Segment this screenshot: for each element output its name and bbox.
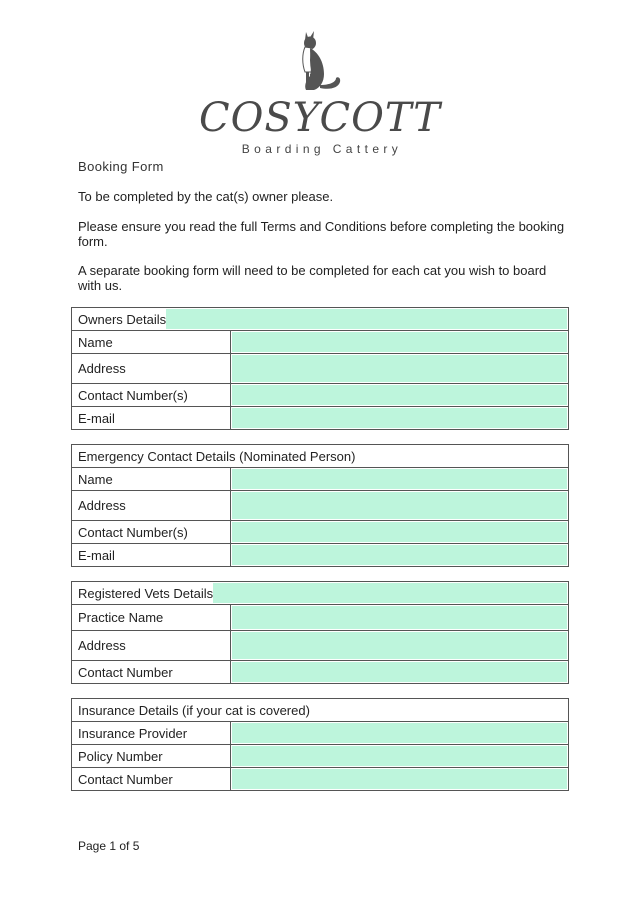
emergency-contact-section <box>71 444 569 567</box>
field-label: E-mail <box>72 407 231 429</box>
brand-tagline: Boarding Cattery <box>241 142 403 156</box>
form-row <box>72 330 568 353</box>
intro-paragraph-2: Please ensure you read the full Terms and Conditions before completing the booking form. <box>78 219 565 249</box>
field-label: Practice Name <box>72 605 231 630</box>
vet-practice-name-field[interactable] <box>232 606 567 629</box>
field-label: Name <box>72 331 231 353</box>
form-row <box>72 353 568 383</box>
section-title: Registered Vets Details <box>78 585 214 601</box>
form-row <box>72 543 568 566</box>
brand-name: COSYCOTT <box>198 95 441 141</box>
section-header <box>72 308 568 330</box>
section-title: Owners Details <box>78 311 167 327</box>
field-label: Contact Number(s) <box>72 384 231 406</box>
section-header <box>72 445 568 467</box>
owners-details-header-field[interactable] <box>166 309 567 329</box>
logo <box>0 28 640 156</box>
section-header <box>72 582 568 604</box>
field-label: Address <box>72 631 231 660</box>
form-row <box>72 383 568 406</box>
field-label: Contact Number <box>72 768 231 790</box>
intro-paragraph-1: To be completed by the cat(s) owner please. <box>78 189 334 204</box>
form-row <box>72 744 568 767</box>
owner-email-field[interactable] <box>232 408 567 428</box>
insurance-details-section <box>71 698 569 791</box>
intro-paragraph-3: A separate booking form will need to be completed for each cat you wish to board with us. <box>78 263 547 293</box>
field-label: Contact Number <box>72 661 231 683</box>
field-label: Address <box>72 491 231 520</box>
form-title: Booking Form <box>78 159 164 174</box>
form-row <box>72 721 568 744</box>
owner-contact-field[interactable] <box>232 385 567 405</box>
field-label: Name <box>72 468 231 490</box>
form-row <box>72 406 568 429</box>
form-row <box>72 630 568 660</box>
emergency-email-field[interactable] <box>232 545 567 565</box>
insurance-provider-field[interactable] <box>232 723 567 743</box>
section-title: Insurance Details (if your cat is covered) <box>78 702 310 718</box>
field-label: E-mail <box>72 544 231 566</box>
emergency-contact-field[interactable] <box>232 522 567 542</box>
form-row <box>72 604 568 630</box>
vets-details-header-field[interactable] <box>213 583 567 603</box>
vets-details-section <box>71 581 569 684</box>
form-row <box>72 467 568 490</box>
page-number: Page 1 of 5 <box>78 839 140 853</box>
emergency-name-field[interactable] <box>232 469 567 489</box>
vet-address-field[interactable] <box>232 632 567 659</box>
owners-details-section <box>71 307 569 430</box>
section-header <box>72 699 568 721</box>
emergency-address-field[interactable] <box>232 492 567 519</box>
policy-number-field[interactable] <box>232 746 567 766</box>
form-row <box>72 660 568 683</box>
owner-address-field[interactable] <box>232 355 567 382</box>
field-label: Insurance Provider <box>72 722 231 744</box>
form-row <box>72 767 568 790</box>
field-label: Policy Number <box>72 745 231 767</box>
field-label: Address <box>72 354 231 383</box>
section-title: Emergency Contact Details (Nominated Person) <box>78 448 356 464</box>
field-label: Contact Number(s) <box>72 521 231 543</box>
form-row <box>72 490 568 520</box>
owner-name-field[interactable] <box>232 332 567 352</box>
insurance-contact-field[interactable] <box>232 769 567 789</box>
cat-silhouette-icon <box>290 28 350 96</box>
form-row <box>72 520 568 543</box>
vet-contact-field[interactable] <box>232 662 567 682</box>
